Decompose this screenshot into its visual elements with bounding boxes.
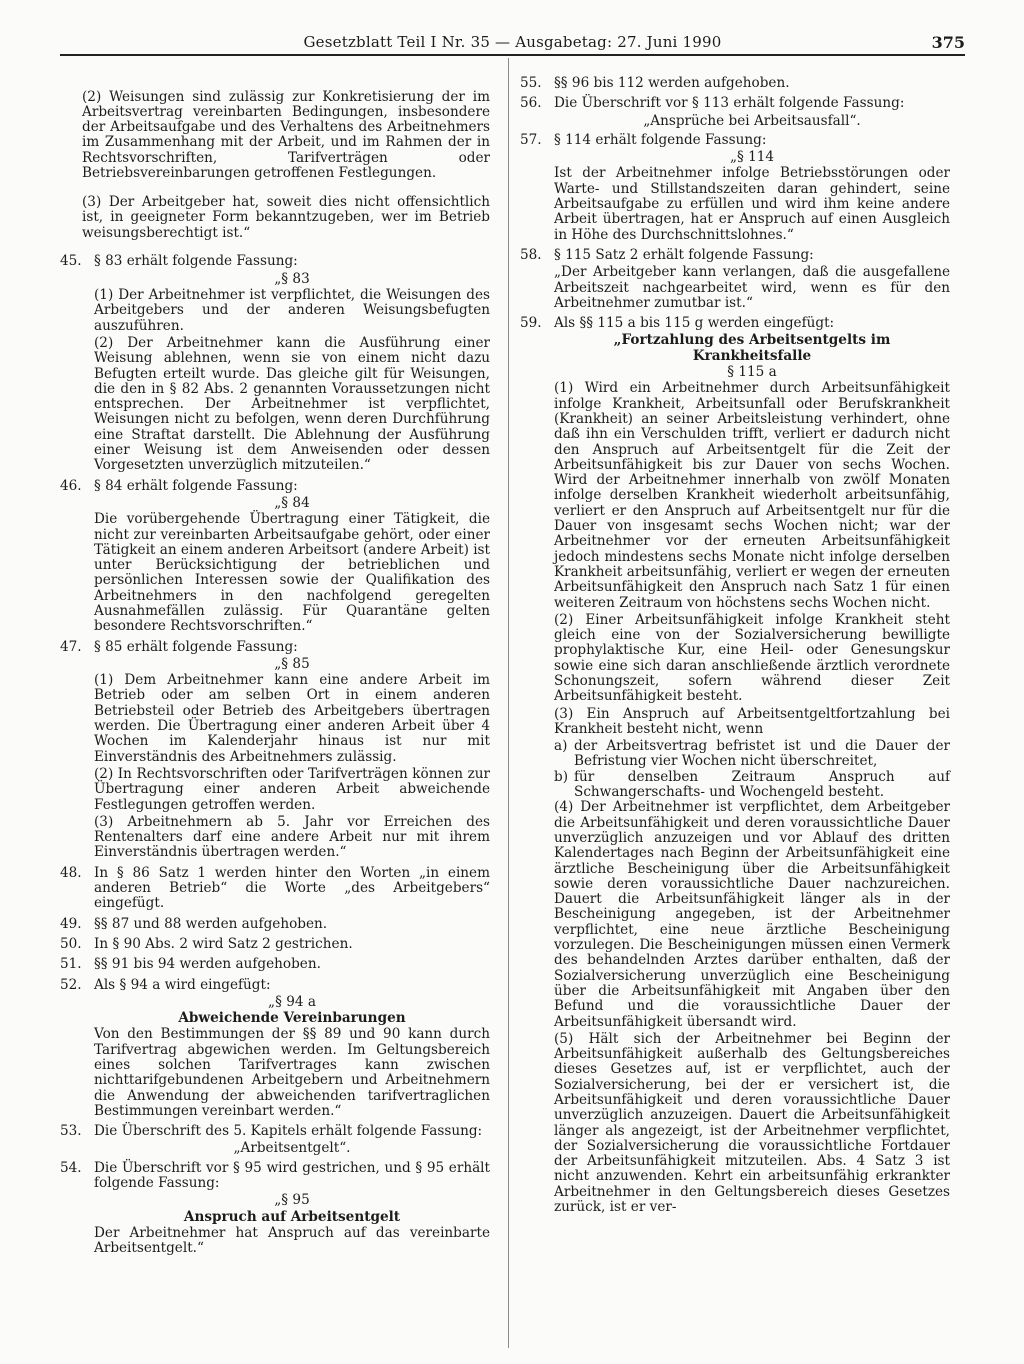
item-text: Die Überschrift vor § 113 erhält folgende Fassung:	[554, 95, 905, 112]
paragraph: (2) Der Arbeitnehmer kann die Ausführung einer Weisung ablehnen, wenn sie von einem nicht dazu Befugten erteilt wurde. Das gleiche gilt für Weisungen, die den in § 82 Abs. 2 genannten Voraussetzungen nicht entsprechen. Der Arbeitnehmer ist verpflichtet, Weisungen nicht zu befolgen, wenn deren Durchführung eine Straftat darstellt. Die Ablehnung der Ausführung einer Weisung ist dem Anweisenden oder dessen Vorgesetzten unverzüglich mitzuteilen.“	[94, 334, 490, 474]
item-number: 56.	[520, 95, 542, 112]
item-number: 47.	[60, 638, 82, 655]
paragraph: (3) Ein Anspruch auf Arbeitsentgeltfortzahlung bei Krankheit besteht nicht, wenn	[554, 705, 950, 737]
header-title: Gesetzblatt Teil I Nr. 35 — Ausgabetag: 27. Juni 1990	[303, 33, 722, 51]
paragraph: (3) Arbeitnehmern ab 5. Jahr vor Erreichen des Rentenalters darf eine andere Arbeit nur mit ihrem Einverständnis übertragen werden.“	[94, 813, 490, 861]
item-number: 57.	[520, 131, 542, 148]
paragraph: Ist der Arbeitnehmer infolge Betriebsstörungen oder Warte- und Stillstandszeiten daran gehindert, seine Arbeitsaufgabe zu erfüllen und wird ihm keine andere Arbeit übertragen, hat er Anspruch auf einen Ausgleich in Höhe des Durchschnittslohnes.“	[554, 165, 950, 243]
paragraph: (2) Einer Arbeitsunfähigkeit infolge Krankheit steht gleich eine von der Sozialversicherung bewilligte prophylaktische Kur, eine Heil- oder Genesungskur sowie eine sich daran anschließende ärztlich verordnete Schonungszeit, sofern während dieser Zeit Arbeitsunfähigkeit besteht.	[554, 611, 950, 705]
continued-section	[60, 90, 490, 241]
item-text: Die Überschrift vor § 95 wird gestrichen, und § 95 erhält folgende Fassung:	[94, 1159, 490, 1192]
paragraph: (1) Wird ein Arbeitnehmer durch Arbeitsunfähigkeit infolge Krankheit, Arbeitsunfall oder Berufskrankheit (Krankheit) an seiner Arbeitsleistung verhindert, ohne daß ihn ein Verschulden trifft, verliert er dadurch nicht den Anspruch auf Arbeitsentgelt für die Zeit der Arbeitsunfähigkeit bis zur Dauer von sechs Wochen. Wird der Arbeitnehmer innerhalb von zwölf Monaten infolge derselben Krankheit wiederholt arbeitsunfähig, verliert er den Anspruch auf Arbeitsentgelt nur für die Dauer von insgesamt sechs Wochen nicht; war der Arbeitnehmer vor der erneuten Arbeitsunfähigkeit jedoch mindestens sechs Monate nicht infolge derselben Krankheit arbeitsunfähig, verliert er wegen der erneuten Arbeitsunfähigkeit den Anspruch nach Satz 1 für einen weiteren Zeitraum von höchstens sechs Wochen nicht.	[554, 380, 950, 611]
item-text: § 85 erhält folgende Fassung:	[94, 638, 298, 655]
sub-item-text: der Arbeitsvertrag befristet ist und die Dauer der Befristung vier Wochen nicht überschreitet,	[574, 738, 950, 770]
item-text: Die Überschrift des 5. Kapitels erhält folgende Fassung:	[94, 1123, 483, 1140]
paragraph: (3) Der Arbeitgeber hat, soweit dies nicht offensichtlich ist, in geeigneter Form bekanntzugeben, wer im Betrieb weisungsberechtigt ist.“	[82, 193, 490, 241]
item-text: §§ 96 bis 112 werden aufgehoben.	[554, 75, 790, 91]
item-text: In § 86 Satz 1 werden hinter den Worten „in einem anderen Betrieb“ die Worte „des Arbeitgebers“ eingefügt.	[94, 864, 490, 912]
sub-item-label: a)	[554, 738, 568, 755]
paragraph: (1) Dem Arbeitnehmer kann eine andere Arbeit im Betrieb oder am selben Ort in einem anderen Betriebsteil oder Betrieb des Arbeitgebers übertragen werden. Die Übertragung einer anderen Arbeit über 4 Wochen im Kalenderjahr hinaus ist nur mit Einverständnis des Arbeitnehmers zulässig.	[94, 672, 490, 765]
item-48	[60, 866, 490, 914]
paragraph: (2) In Rechtsvorschriften oder Tarifverträgen können zur Übertragung einer anderen Arbeit abweichende Festlegungen getroffen werden.	[94, 765, 490, 813]
item-number: 50.	[60, 935, 82, 952]
item-49	[60, 917, 490, 934]
item-51	[60, 957, 490, 974]
item-text: § 115 Satz 2 erhält folgende Fassung:	[554, 246, 814, 263]
item-text: § 114 erhält folgende Fassung:	[554, 131, 767, 148]
section-subheading: Anspruch auf Arbeitsentgelt	[183, 1208, 401, 1225]
item-57	[520, 133, 950, 245]
paragraph: „Der Arbeitgeber kann verlangen, daß die ausgefallene Arbeitszeit nachgearbeitet wird, wenn es für den Arbeitnehmer zumutbar ist.“	[554, 264, 950, 311]
item-number: 54.	[60, 1159, 82, 1176]
item-59	[520, 316, 950, 1217]
page-header	[60, 20, 965, 56]
item-47	[60, 640, 490, 863]
item-text: Als §§ 115 a bis 115 g werden eingefügt:	[554, 315, 835, 332]
item-number: 49.	[60, 915, 82, 932]
item-52	[60, 978, 490, 1122]
section-heading: „§ 94 a	[268, 993, 316, 1010]
item-56	[520, 96, 950, 130]
sub-item-label: b)	[554, 768, 569, 785]
item-number: 58.	[520, 246, 542, 263]
item-46	[60, 479, 490, 637]
item-number: 53.	[60, 1123, 82, 1140]
item-number: 46.	[60, 477, 82, 494]
paragraph: Von den Bestimmungen der §§ 89 und 90 kann durch Tarifvertrag abgewichen werden. Im Geltungsbereich eines solchen Tarifvertrages kann zwischen nichttarifgebundenen Arbeitgebern und Arbeitnehmern die Anwendung der abweichenden tarifvertraglichen Bestimmungen vereinbart werden.“	[94, 1026, 490, 1119]
item-54	[60, 1161, 490, 1259]
item-text: In § 90 Abs. 2 wird Satz 2 gestrichen.	[94, 935, 353, 952]
paragraph: Die vorübergehende Übertragung einer Tätigkeit, die nicht zur vereinbarten Arbeitsaufgabe gehört, oder einer Tätigkeit an einem anderen Arbeitsort (andere Arbeit) ist unter Berücksichtigung der betrieblichen und persönlichen Interessen sowie der Qualifikation des Arbeitnehmers in den nachfolgend geregelten Ausnahmefällen zulässig. Für Quarantäne gelten besondere Rechtsvorschriften.“	[94, 511, 490, 635]
paragraph: (1) Der Arbeitnehmer ist verpflichtet, die Weisungen des Arbeitgebers und der anderen Weisungsbefugten auszuführen.	[94, 287, 490, 334]
item-45	[60, 254, 490, 475]
section-heading: „§ 114	[729, 149, 775, 166]
paragraph: (5) Hält sich der Arbeitnehmer bei Beginn der Arbeitsunfähigkeit außerhalb des Geltungsbereiches dieses Gesetzes auf, ist er verpflichtet, auch der Sozialversicherung, bei der er versichert ist, die Arbeitsunfähigkeit und deren voraussichtliche Dauer unverzüglich anzuzeigen. Dauert die Arbeitsunfähigkeit länger als angezeigt, ist der Arbeitnehmer verpflichtet, der Sozialversicherung die voraussichtliche Fortdauer der Arbeitsunfähigkeit mitzuteilen. Abs. 4 Satz 3 ist nicht anzuwenden. Kehrt ein arbeitsunfähig erkrankter Arbeitnehmer in den Geltungsbereich dieses Gesetzes zurück, ist er ver-	[554, 1030, 950, 1216]
item-number: 51.	[60, 956, 82, 973]
item-text: § 84 erhält folgende Fassung:	[94, 477, 298, 494]
column-divider	[508, 58, 509, 1348]
paragraph: Der Arbeitnehmer hat Anspruch auf das vereinbarte Arbeitsentgelt.“	[94, 1224, 490, 1257]
item-text: § 83 erhält folgende Fassung:	[94, 253, 298, 270]
item-number: 55.	[520, 75, 542, 91]
item-number: 48.	[60, 864, 82, 881]
section-heading: „§ 84	[274, 494, 310, 511]
left-column	[60, 76, 490, 1262]
section-subheading: Abweichende Vereinbarungen	[178, 1010, 406, 1027]
section-heading: „§ 85	[274, 655, 310, 672]
section-heading: „Ansprüche bei Arbeitsausfall“.	[643, 112, 861, 129]
item-text: §§ 87 und 88 werden aufgehoben.	[94, 915, 328, 932]
item-53	[60, 1124, 490, 1158]
right-column	[520, 76, 950, 1220]
item-55	[520, 76, 950, 93]
section-heading: „Arbeitsentgelt“.	[233, 1140, 351, 1157]
sub-item	[554, 770, 950, 801]
item-number: 45.	[60, 253, 82, 270]
section-heading: § 115 a	[727, 364, 777, 381]
section-subheading: „Fortzahlung des Arbeitsentgelts im Krankheitsfalle	[613, 332, 891, 364]
item-58	[520, 248, 950, 313]
item-50	[60, 937, 490, 954]
section-heading: „§ 83	[274, 270, 310, 287]
item-text: §§ 91 bis 94 werden aufgehoben.	[94, 956, 321, 973]
paragraph: (4) Der Arbeitnehmer ist verpflichtet, dem Arbeitgeber die Arbeitsunfähigkeit und deren voraussichtliche Dauer unverzüglich anzuzeigen und vor Ablauf des dritten Kalendertages nach Beginn der Arbeitsunfähigkeit eine ärztliche Bescheinigung über die Arbeitsunfähigkeit sowie deren voraussichtliche Dauer nachzureichen. Dauert die Arbeitsunfähigkeit länger als in der Bescheinigung angegeben, ist der Arbeitnehmer verpflichtet, eine neue ärztliche Bescheinigung vorzulegen. Die Bescheinigungen müssen einen Vermerk des behandelnden Arztes darüber enthalten, daß der Sozialversicherung unverzüglich eine Bescheinigung über die Arbeitsunfähigkeit mit Angaben über den Befund und die voraussichtliche Dauer der Arbeitsunfähigkeit übersandt wird.	[554, 799, 950, 1030]
paragraph: (2) Weisungen sind zulässig zur Konkretisierung der im Arbeitsvertrag vereinbarten Bedingungen, insbesondere der Arbeitsaufgabe und des Verhaltens des Arbeitnehmers im Zusammenhang mit der Arbeit, und im Rahmen der in Rechtsvorschriften, Tarifverträgen oder Betriebsvereinbarungen getroffenen Festlegungen.	[82, 88, 490, 182]
page-number: 375	[931, 33, 965, 52]
item-number: 52.	[60, 976, 82, 993]
item-text: Als § 94 a wird eingefügt:	[94, 976, 271, 993]
section-heading: „§ 95	[274, 1192, 310, 1209]
item-number: 59.	[520, 315, 542, 332]
sub-item	[554, 739, 950, 770]
sub-item-text: für denselben Zeitraum Anspruch auf Schwangerschafts- und Wochengeld besteht.	[574, 768, 950, 801]
